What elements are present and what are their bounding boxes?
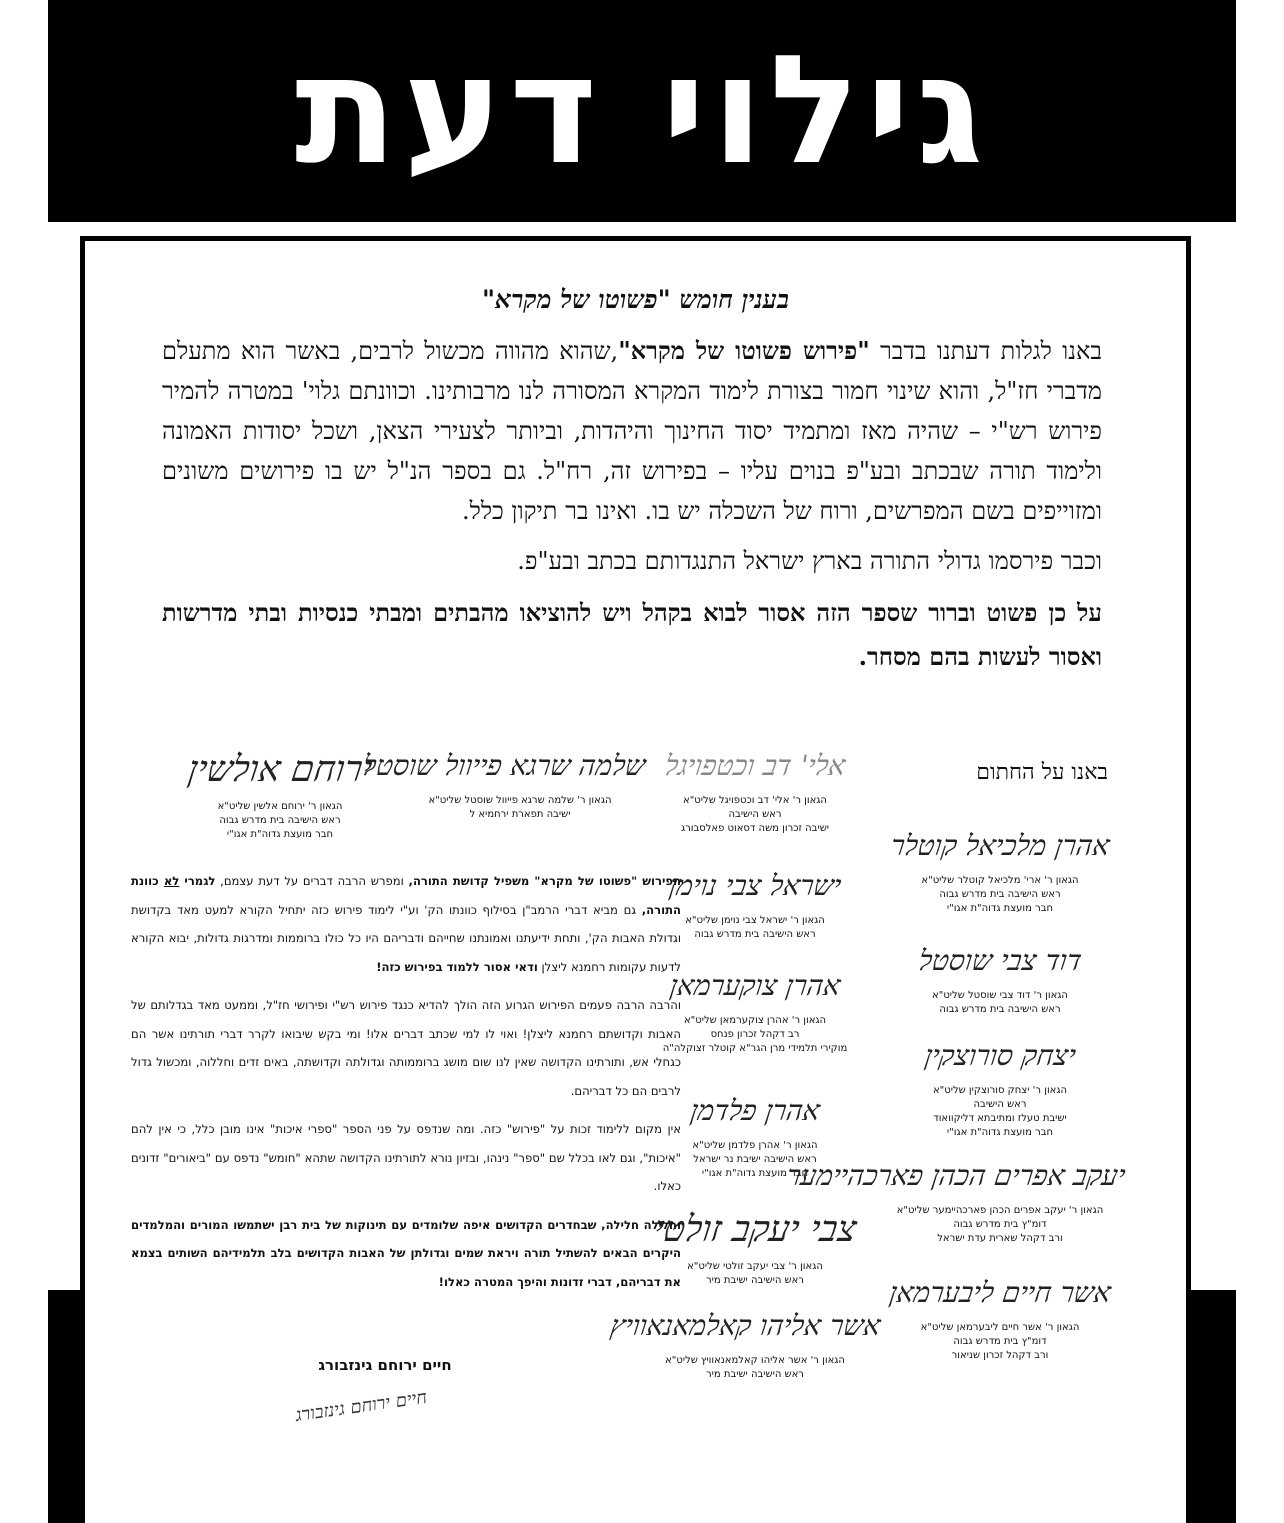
signatory-name: הגאון ר' ישראל צבי נוימן שליט"א bbox=[685, 915, 825, 926]
handwritten-signature: צבי יעקב זולטי bbox=[651, 1209, 860, 1250]
signatory-role: ראש הישיבה ישיבת מיר bbox=[706, 1369, 804, 1380]
notice-body bbox=[162, 331, 1102, 689]
letter-body bbox=[131, 867, 681, 1306]
notice-heading: בענין חומש "פשוטו של מקרא" bbox=[482, 285, 789, 314]
letter-text: ומפרש הרבה דברים על דעת עצמם, bbox=[215, 874, 409, 888]
letter-bold-text: לגמרי bbox=[179, 874, 216, 888]
author-handwritten-signature: חיים ירוחם גינזבורג bbox=[294, 1386, 429, 1427]
signatory-role: ראש הישיבה בית מדרש גבוה bbox=[219, 815, 341, 826]
handwritten-signature: ירוחם אולשין bbox=[185, 749, 375, 790]
notice-sheet bbox=[80, 236, 1191, 1523]
signature-block bbox=[875, 1273, 1125, 1363]
signatory-name: הגאון ר' יצחק סורוצקין שליט"א bbox=[932, 1085, 1068, 1096]
signatory-role: ראש הישיבה בית מדרש גבוה bbox=[939, 1004, 1061, 1015]
letter-paragraph: והרבה הרבה פעמים הפירוש הגרוע הזה הולך להדיא כנגד פירוש רש"י ופירושי חז"ל, וממעט מאד בגדלותם של האבות וקדושתם רחמנא ליצלן! ואוי לו למי שכתב דברים אלו! ומי בקש שיבואו לקרר דברי תורתינו אשר הם כגחלי אש, ותורתינו הקדושה שאין לנו שום מושג ברוממותה וגדולתה וקדושתה, באים זדים וחללוה, ומכשול גדול לרבים הם כל דבריהם. bbox=[131, 998, 681, 1098]
signatory-role: ראש הישיבה בית מדרש גבוה bbox=[694, 929, 816, 940]
signatory-role: חבר מועצת גדוה"ת אגו"י bbox=[946, 903, 1054, 914]
letter-author: חיים ירוחם גינזבורג bbox=[318, 1356, 452, 1374]
handwritten-signature: אלי' דב וכטפויגל bbox=[662, 749, 848, 782]
letter-paragraph: אין מקום ללימוד זכות על "פירוש" כזה. ומה שנדפס על פני הספר "ספרי איכות" אינו מובן כלל, כי אין להם "איכות", וגם לאו בכלל שם "ספר" נינהו, ובזיון נורא לתורתינו הקדושה שתהא "חומש" נדפס עם "ביאורים" זדונים כאלו. bbox=[131, 1122, 681, 1193]
signature-block bbox=[608, 1306, 883, 1382]
signatory-role: חבר מועצת גדוה"ת אגו"י bbox=[701, 1168, 809, 1179]
signatory-role: ורב דקהל זכרון שניאור bbox=[951, 1350, 1049, 1361]
signature-block bbox=[784, 1156, 1128, 1246]
notice-p1-text-a: באנו לגלות דעתנו בדבר bbox=[869, 337, 1103, 365]
signatory-role: ראש הישיבה bbox=[728, 809, 782, 820]
signature-block bbox=[630, 746, 880, 836]
signatory-role: דומ"ץ בית מדרש גבוה bbox=[953, 1336, 1047, 1347]
signatory-name: הגאון ר' אהרן פלדמן שליט"א bbox=[692, 1140, 818, 1151]
handwritten-signature: ישראל צבי נוימן bbox=[667, 869, 844, 902]
page-title: גילוי דעת bbox=[294, 24, 990, 198]
handwritten-signature: אהרן פלדמן bbox=[688, 1094, 822, 1127]
handwritten-signature: אהרן צוקערמאן bbox=[667, 969, 843, 1002]
signatory-role: ראש הישיבה בית מדרש גבוה bbox=[939, 889, 1061, 900]
signature-block bbox=[875, 941, 1125, 1017]
signatory-role: חבר מועצת גדוה"ת אגו"י bbox=[226, 829, 334, 840]
signatory-role: ראש הישיבה ישיבת נר ישראל bbox=[693, 1154, 817, 1165]
handwritten-signature: שלמה שרגא פייוול שוסטל bbox=[360, 749, 648, 782]
signatory-role: ראש הישיבה ישיבת מיר bbox=[706, 1275, 804, 1286]
notice-p1-bold: "פירוש פשוטו של מקרא" bbox=[618, 336, 870, 365]
signatory-role: חבר מועצת גדוה"ת אגו"י bbox=[946, 1127, 1054, 1138]
signatory-name: הגאון ר' אלי' דב וכטפויגל שליט"א bbox=[683, 795, 827, 806]
handwritten-signature: אשר אליהו קאלמאנאוויץ bbox=[608, 1309, 883, 1342]
signatory-role: דומ"ץ בית מדרש גבוה bbox=[953, 1219, 1047, 1230]
signatory-role: ראש הישיבה bbox=[973, 1099, 1027, 1110]
letter-paragraph bbox=[131, 867, 681, 981]
notice-paragraph-1 bbox=[162, 331, 1102, 531]
signatory-name: הגאון ר' יעקב אפרים הכהן פארכהיימער שליט"א bbox=[896, 1205, 1104, 1216]
signatory-role: ישיבת טעלז ומתיבתא דליקוואוד bbox=[933, 1113, 1067, 1124]
notice-paragraph-2: וכבר פירסמו גדולי התורה בארץ ישראל התנגדותם בכתב ובע"פ. bbox=[517, 547, 1102, 575]
signatory-role: ורב דקהל שארית עדת ישראל bbox=[937, 1233, 1063, 1244]
handwritten-signature: דוד צבי שוסטל bbox=[916, 944, 1084, 977]
letter-bold-text: הפירוש "פשוטו של מקרא" משפיל קדושת התורה, bbox=[408, 874, 682, 888]
handwritten-signature: יצחק סורוצקין bbox=[922, 1039, 1078, 1072]
signatory-role: רב דקהל זכרון פנחס bbox=[710, 1029, 800, 1040]
signatory-role: מוקירי תלמידי מרן הגר"א קוטלר זצוקלה"ה bbox=[662, 1043, 848, 1054]
signature-block bbox=[875, 826, 1125, 916]
handwritten-signature: אהרן מלכיאל קוטלר bbox=[888, 829, 1112, 862]
letter-bold-text: ודאי אסור ללמוד בפירוש כזה! bbox=[376, 959, 538, 974]
signatory-name: הגאון ר' ארי' מלכיאל קוטלר שליט"א bbox=[921, 875, 1079, 886]
signatory-name: הגאון ר' צבי יעקב זולטי שליט"א bbox=[687, 1261, 823, 1272]
letter-underlined-text: לא bbox=[163, 874, 180, 888]
signatory-name: הגאון ר' אשר אליהו קאלמאנאוויץ שליט"א bbox=[665, 1355, 845, 1366]
signatory-name: הגאון ר' אהרן צוקערמאן שליט"א bbox=[683, 1015, 827, 1026]
notice-p1-text-b: ,שהוא מהווה מכשול לרבים, באשר הוא מתעלם מדברי חז"ל, והוא שינוי חמור בצורת לימוד המקרא המסורה לנו מרבותינו. וכוונתם גלוי' במטרה להמיר פירוש רש"י – שהיה מאז ומתמיד יסוד החינוך והיהדות, וביותר לצעירי הצאן, ושכל יסודות האמונה ולימוד תורה שבכתב ובע"פ בנוים עליו – בפירוש זה, רח"ל. גם בספר הנ"ל יש בו פירושים משונים ומזוייפים בשם המפרשים, ורוח של השכלה יש בו. ואינו בר תיקון כלל. bbox=[162, 337, 1102, 525]
letter-paragraph: וחלילה חלילה, שבחדרים הקדושים איפה שלומדים עם תינוקות של בית רבן ישתמשו המורים והמלמדים היקרים הבאים להשתיל תורה ויראת שמים וגדולתן של האבות הקדושים בלב תלמידיהם השותים בצמא את דבריהם, דברי זדונות והיפך המטרה כאלו! bbox=[131, 1217, 681, 1289]
letter-bold-text: כוונת התורה, bbox=[131, 874, 681, 917]
signatory-name: הגאון ר' אשר חיים ליבערמאן שליט"א bbox=[920, 1322, 1080, 1333]
handwritten-signature: יעקב אפרים הכהן פארכהיימער bbox=[784, 1159, 1128, 1192]
signatory-name: הגאון ר' שלמה שרגא פייוול שוסטל שליט"א bbox=[428, 795, 612, 806]
signatory-name: הגאון ר' דוד צבי שוסטל שליט"א bbox=[932, 990, 1068, 1001]
signatory-role: ישיבה תפארת ירחמיא ל bbox=[469, 809, 571, 820]
signatories-intro: באנו על החתום bbox=[976, 760, 1108, 785]
signature-block bbox=[360, 746, 648, 822]
signatory-name: הגאון ר' ירוחם אלשין שליט"א bbox=[217, 801, 343, 812]
signatory-role: ישיבה זכרון משה דסאוט פאלסבורג bbox=[680, 823, 830, 834]
letter-text: גם מביא דברי הרמב"ן בסילוף כוונתו הק' וע"י לימוד פירוש כזה יתחיל הקורא למעט מאד בקדושת וגדולת האבות הק', ותחת ידיעתנו ואמונתנו שחייהם ודבריהם היו כל כולו ברוממות ומדרגות גדולות, יבוא הקורא לדעות עקומות רחמנא ליצלן bbox=[131, 902, 681, 974]
signature-block bbox=[875, 1036, 1125, 1140]
handwritten-signature: אשר חיים ליבערמאן bbox=[887, 1276, 1114, 1309]
notice-ruling: על כן פשוט וברור שספר הזה אסור לבוא בקהל ויש להוציאו מהבתים ומבתי כנסיות ובתי מדרשות ואסור לעשות בהם מסחר. bbox=[162, 598, 1102, 671]
